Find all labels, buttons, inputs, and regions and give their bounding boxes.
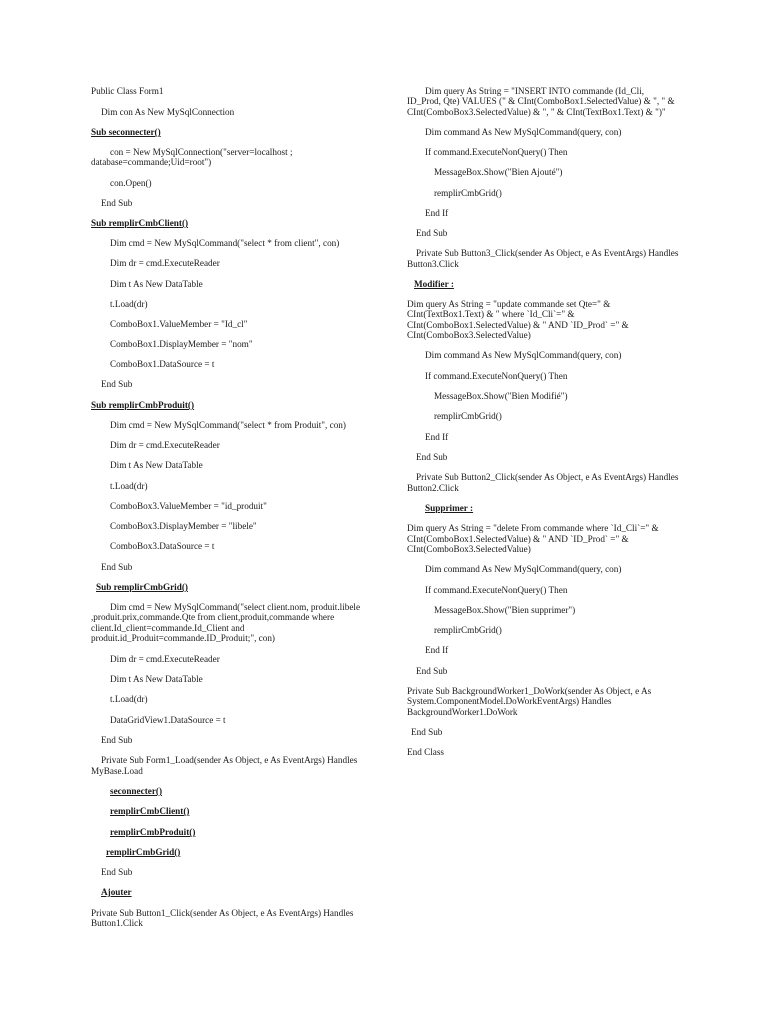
- code-section-heading: Ajouter: [101, 887, 132, 897]
- code-line: End If: [425, 645, 449, 655]
- code-line: CInt(TextBox1.Text) & " where `Id_Cli`=" &: [407, 309, 575, 319]
- code-line: MessageBox.Show("Bien Ajouté"): [434, 167, 563, 177]
- code-line: Private Sub Button3_Click(sender As Object, e As EventArgs) Handles: [416, 248, 679, 258]
- code-line: End Class: [407, 747, 445, 757]
- code-line: produit.id_Produit=commande.ID_Produit;", con): [91, 633, 275, 643]
- code-line: If command.ExecuteNonQuery() Then: [425, 585, 568, 595]
- code-line: ComboBox1.DataSource = t: [110, 359, 215, 369]
- code-line: Dim query As String = "update commande set Qte=" &: [407, 299, 611, 309]
- code-section-heading: Sub seconnecter(): [91, 127, 161, 137]
- code-line: CInt(ComboBox1.SelectedValue) & " AND `ID_Prod` =" &: [407, 320, 629, 330]
- code-line: CInt(ComboBox1.SelectedValue) & " AND `ID_Prod` =" &: [407, 534, 629, 544]
- code-line: ComboBox1.DisplayMember = "nom": [110, 339, 253, 349]
- code-line: t.Load(dr): [110, 481, 148, 491]
- code-line: DataGridView1.DataSource = t: [110, 715, 226, 725]
- code-section-heading: remplirCmbProduit(): [110, 827, 196, 837]
- code-line: End If: [425, 208, 449, 218]
- code-line: ComboBox3.DataSource = t: [110, 541, 215, 551]
- code-line: CInt(ComboBox3.SelectedValue): [407, 544, 531, 554]
- code-line: Dim cmd = New MySqlCommand("select * from client", con): [110, 238, 340, 248]
- code-line: Button3.Click: [407, 259, 459, 269]
- code-line: End Sub: [101, 867, 133, 877]
- code-line: ComboBox3.DisplayMember = "libele": [110, 521, 257, 531]
- code-line: Dim query As String = "delete From commande where `Id_Cli`=" &: [407, 523, 659, 533]
- code-line: Dim dr = cmd.ExecuteReader: [110, 440, 220, 450]
- code-line: End Sub: [416, 666, 448, 676]
- code-section-heading: Sub remplirCmbProduit(): [91, 400, 195, 410]
- code-line: System.ComponentModel.DoWorkEventArgs) Handles: [407, 696, 612, 706]
- code-section-heading: Supprimer :: [425, 503, 474, 513]
- code-line: End Sub: [101, 379, 133, 389]
- code-line: t.Load(dr): [110, 694, 148, 704]
- code-line: End Sub: [411, 727, 443, 737]
- code-line: remplirCmbGrid(): [434, 188, 502, 198]
- code-line: Dim dr = cmd.ExecuteReader: [110, 258, 220, 268]
- code-line: Private Sub BackgroundWorker1_DoWork(sender As Object, e As: [407, 686, 652, 696]
- code-line: con.Open(): [110, 178, 152, 188]
- code-line: Dim t As New DataTable: [110, 674, 203, 684]
- code-line: MyBase.Load: [91, 766, 143, 776]
- code-line: End Sub: [101, 198, 133, 208]
- code-line: remplirCmbGrid(): [434, 411, 502, 421]
- code-section-heading: remplirCmbGrid(): [106, 847, 181, 857]
- code-line: con = New MySqlConnection("server=localhost ;: [110, 147, 293, 157]
- code-line: Dim con As New MySqlConnection: [101, 107, 235, 117]
- code-line: Dim dr = cmd.ExecuteReader: [110, 654, 220, 664]
- code-line: End If: [425, 432, 449, 442]
- code-line: client.Id_client=commande.Id_Client and: [91, 623, 245, 633]
- code-line: Private Sub Form1_Load(sender As Object, e As EventArgs) Handles: [101, 755, 358, 765]
- code-line: End Sub: [416, 452, 448, 462]
- code-line: ID_Prod, Qte) VALUES (" & CInt(ComboBox1.SelectedValue) & ", " &: [407, 96, 675, 106]
- code-section-heading: remplirCmbClient(): [110, 806, 190, 816]
- code-line: End Sub: [416, 228, 448, 238]
- code-line: t.Load(dr): [110, 299, 148, 309]
- code-line: Dim command As New MySqlCommand(query, con): [425, 350, 622, 360]
- code-section-heading: Sub remplirCmbGrid(): [96, 582, 188, 592]
- code-line: ,produit.prix,commande.Qte from client,produit,commande where: [91, 612, 335, 622]
- code-line: Dim query As String = "INSERT INTO commande (Id_Cli,: [425, 86, 645, 96]
- code-line: Dim cmd = New MySqlCommand("select client.nom, produit.libele: [110, 602, 361, 612]
- code-line: Dim t As New DataTable: [110, 460, 203, 470]
- code-line: Private Sub Button2_Click(sender As Object, e As EventArgs) Handles: [416, 472, 679, 482]
- code-line: remplirCmbGrid(): [434, 625, 502, 635]
- code-line: Dim cmd = New MySqlCommand("select * from Produit", con): [110, 420, 346, 430]
- code-section-heading: seconnecter(): [110, 786, 163, 796]
- code-line: End Sub: [101, 562, 133, 572]
- code-section-heading: Modifier :: [414, 279, 454, 289]
- code-line: BackgroundWorker1.DoWork: [407, 707, 518, 717]
- code-line: database=commande;Uid=root"): [91, 157, 212, 167]
- code-line: MessageBox.Show("Bien supprimer"): [434, 605, 576, 615]
- code-line: MessageBox.Show("Bien Modifié"): [434, 391, 568, 401]
- code-line: Public Class Form1: [91, 86, 164, 96]
- code-line: Button1.Click: [91, 918, 143, 928]
- code-line: ComboBox1.ValueMember = "Id_cl": [110, 319, 248, 329]
- code-line: ComboBox3.ValueMember = "id_produit": [110, 501, 267, 511]
- code-line: Dim t As New DataTable: [110, 279, 203, 289]
- code-line: If command.ExecuteNonQuery() Then: [425, 371, 568, 381]
- code-line: Private Sub Button1_Click(sender As Object, e As EventArgs) Handles: [91, 908, 354, 918]
- code-line: CInt(ComboBox3.SelectedValue): [407, 330, 531, 340]
- code-line: CInt(ComboBox3.SelectedValue) & ", " & CInt(TextBox1.Text) & ")": [407, 107, 666, 117]
- code-section-heading: Sub remplirCmbClient(): [91, 218, 189, 228]
- code-line: Dim command As New MySqlCommand(query, con): [425, 127, 622, 137]
- code-line: End Sub: [101, 735, 133, 745]
- code-line: Dim command As New MySqlCommand(query, con): [425, 564, 622, 574]
- code-line: Button2.Click: [407, 483, 459, 493]
- code-line: If command.ExecuteNonQuery() Then: [425, 147, 568, 157]
